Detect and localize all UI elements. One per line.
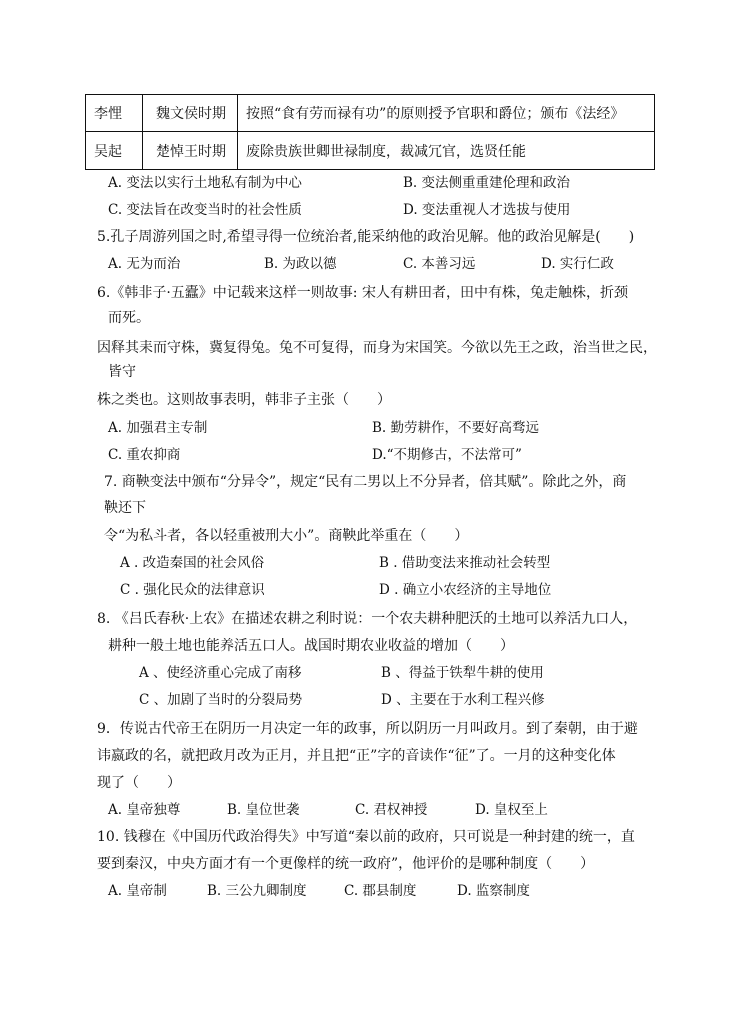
q10-stem-line-2: 要到秦汉，中央方面才有一个更像样的统一政府”，他评价的是哪种制度（ ）: [97, 856, 595, 872]
q9-stem-line-1: 9．传说古代帝王在阴历一月决定一年的政事，所以阴历一月叫政月。到了秦朝，由于避: [97, 721, 638, 737]
q7-stem-line-3: 令“为私斗者，各以轻重被刑大小”。商鞅此举重在（ ）: [104, 528, 469, 544]
table-cell-period: 楚悼王时期: [143, 132, 238, 170]
reform-table: [85, 94, 655, 170]
q6-option-d: D.“不期修古，不法常可”: [372, 447, 522, 463]
q6-stem-line-2: 而死。: [108, 310, 150, 326]
q5-stem: 5.孔子周游列国之时,希望寻得一位统治者,能采纳他的政治见解。他的政治见解是( ): [97, 229, 635, 245]
q4-option-b: B. 变法侧重重建伦理和政治: [403, 175, 571, 191]
q6-stem-line-3: 因释其耒而守株，冀复得兔。兔不可复得，而身为宋国笑。今欲以先王之政，治当世之民，: [97, 340, 657, 356]
q7-option-a: A . 改造秦国的社会风俗: [120, 555, 265, 571]
q10-option-d: D. 监察制度: [457, 883, 530, 899]
q5-option-c: C. 本善习远: [403, 256, 476, 272]
q9-option-a: A. 皇帝独尊: [108, 802, 181, 818]
q8-stem-line-1: 8. 《吕氏春秋·上农》在描述农耕之利时说：一个农夫耕种肥沃的土地可以养活九口人，: [97, 611, 638, 627]
q10-stem-line-1: 10. 钱穆在《中国历代政治得失》中写道“秦以前的政府，只可说是一种封建的统一，直: [97, 829, 635, 845]
table-cell-person: 李悝: [86, 95, 143, 132]
table-cell-content: 废除贵族世卿世禄制度，裁减冗官，选贤任能: [238, 132, 655, 170]
q8-stem-line-2: 耕种一般土地也能养活五口人。战国时期农业收益的增加（ ）: [108, 638, 514, 654]
q9-stem-line-3: 现了（ ）: [97, 775, 181, 791]
table-row: [86, 95, 655, 132]
q4-option-d: D. 变法重视人才选拔与使用: [403, 202, 571, 218]
q10-option-b: B. 三公九卿制度: [207, 883, 307, 899]
q5-option-a: A. 无为而治: [108, 256, 181, 272]
q6-option-c: C. 重农抑商: [108, 447, 181, 463]
q7-stem-line-2: 鞅还下: [104, 500, 146, 516]
q6-stem-line-1: 6.《韩非子·五蠹》中记载来这样一则故事: 宋人有耕田者，田中有株，兔走触株，折颈: [97, 285, 628, 301]
q8-option-d: D 、主要在于水利工程兴修: [381, 692, 545, 708]
q7-option-b: B . 借助变法来推动社会转型: [379, 555, 551, 571]
q9-option-d: D. 皇权至上: [475, 802, 548, 818]
q4-option-a: A. 变法以实行土地私有制为中心: [108, 175, 302, 191]
table-cell-period: 魏文侯时期: [143, 95, 238, 132]
q7-option-d: D . 确立小农经济的主导地位: [379, 582, 552, 598]
table-row: [86, 132, 655, 170]
q7-option-c: C . 强化民众的法律意识: [120, 582, 265, 598]
q5-option-d: D. 实行仁政: [541, 256, 614, 272]
table-cell-person: 吴起: [86, 132, 143, 170]
q9-option-c: C. 君权神授: [355, 802, 428, 818]
q6-option-b: B. 勤劳耕作，不要好高骛远: [372, 420, 540, 436]
q7-stem-line-1: 7. 商鞅变法中颁布“分异令”，规定“民有二男以上不分异者，倍其赋”。除此之外，商: [104, 474, 627, 490]
q8-option-b: B 、得益于铁犁牛耕的使用: [381, 665, 544, 681]
q4-option-c: C. 变法旨在改变当时的社会性质: [108, 202, 302, 218]
q6-stem-line-5: 株之类也。这则故事表明，韩非子主张（ ）: [97, 392, 391, 408]
table-cell-content: 按照“食有劳而禄有功”的原则授予官职和爵位；颁布《法经》: [238, 95, 655, 132]
q9-option-b: B. 皇位世袭: [227, 802, 300, 818]
q8-option-c: C 、加剧了当时的分裂局势: [139, 692, 303, 708]
q9-stem-line-2: 讳嬴政的名，就把政月改为正月，并且把“正”字的音读作“征”了。一月的这种变化体: [97, 748, 616, 764]
q10-option-c: C. 郡县制度: [344, 883, 417, 899]
q6-stem-line-4: 皆守: [108, 364, 136, 380]
q6-option-a: A. 加强君主专制: [108, 420, 208, 436]
q10-option-a: A. 皇帝制: [108, 883, 167, 899]
q8-option-a: A 、使经济重心完成了南移: [139, 665, 302, 681]
q5-option-b: B. 为政以德: [264, 256, 337, 272]
